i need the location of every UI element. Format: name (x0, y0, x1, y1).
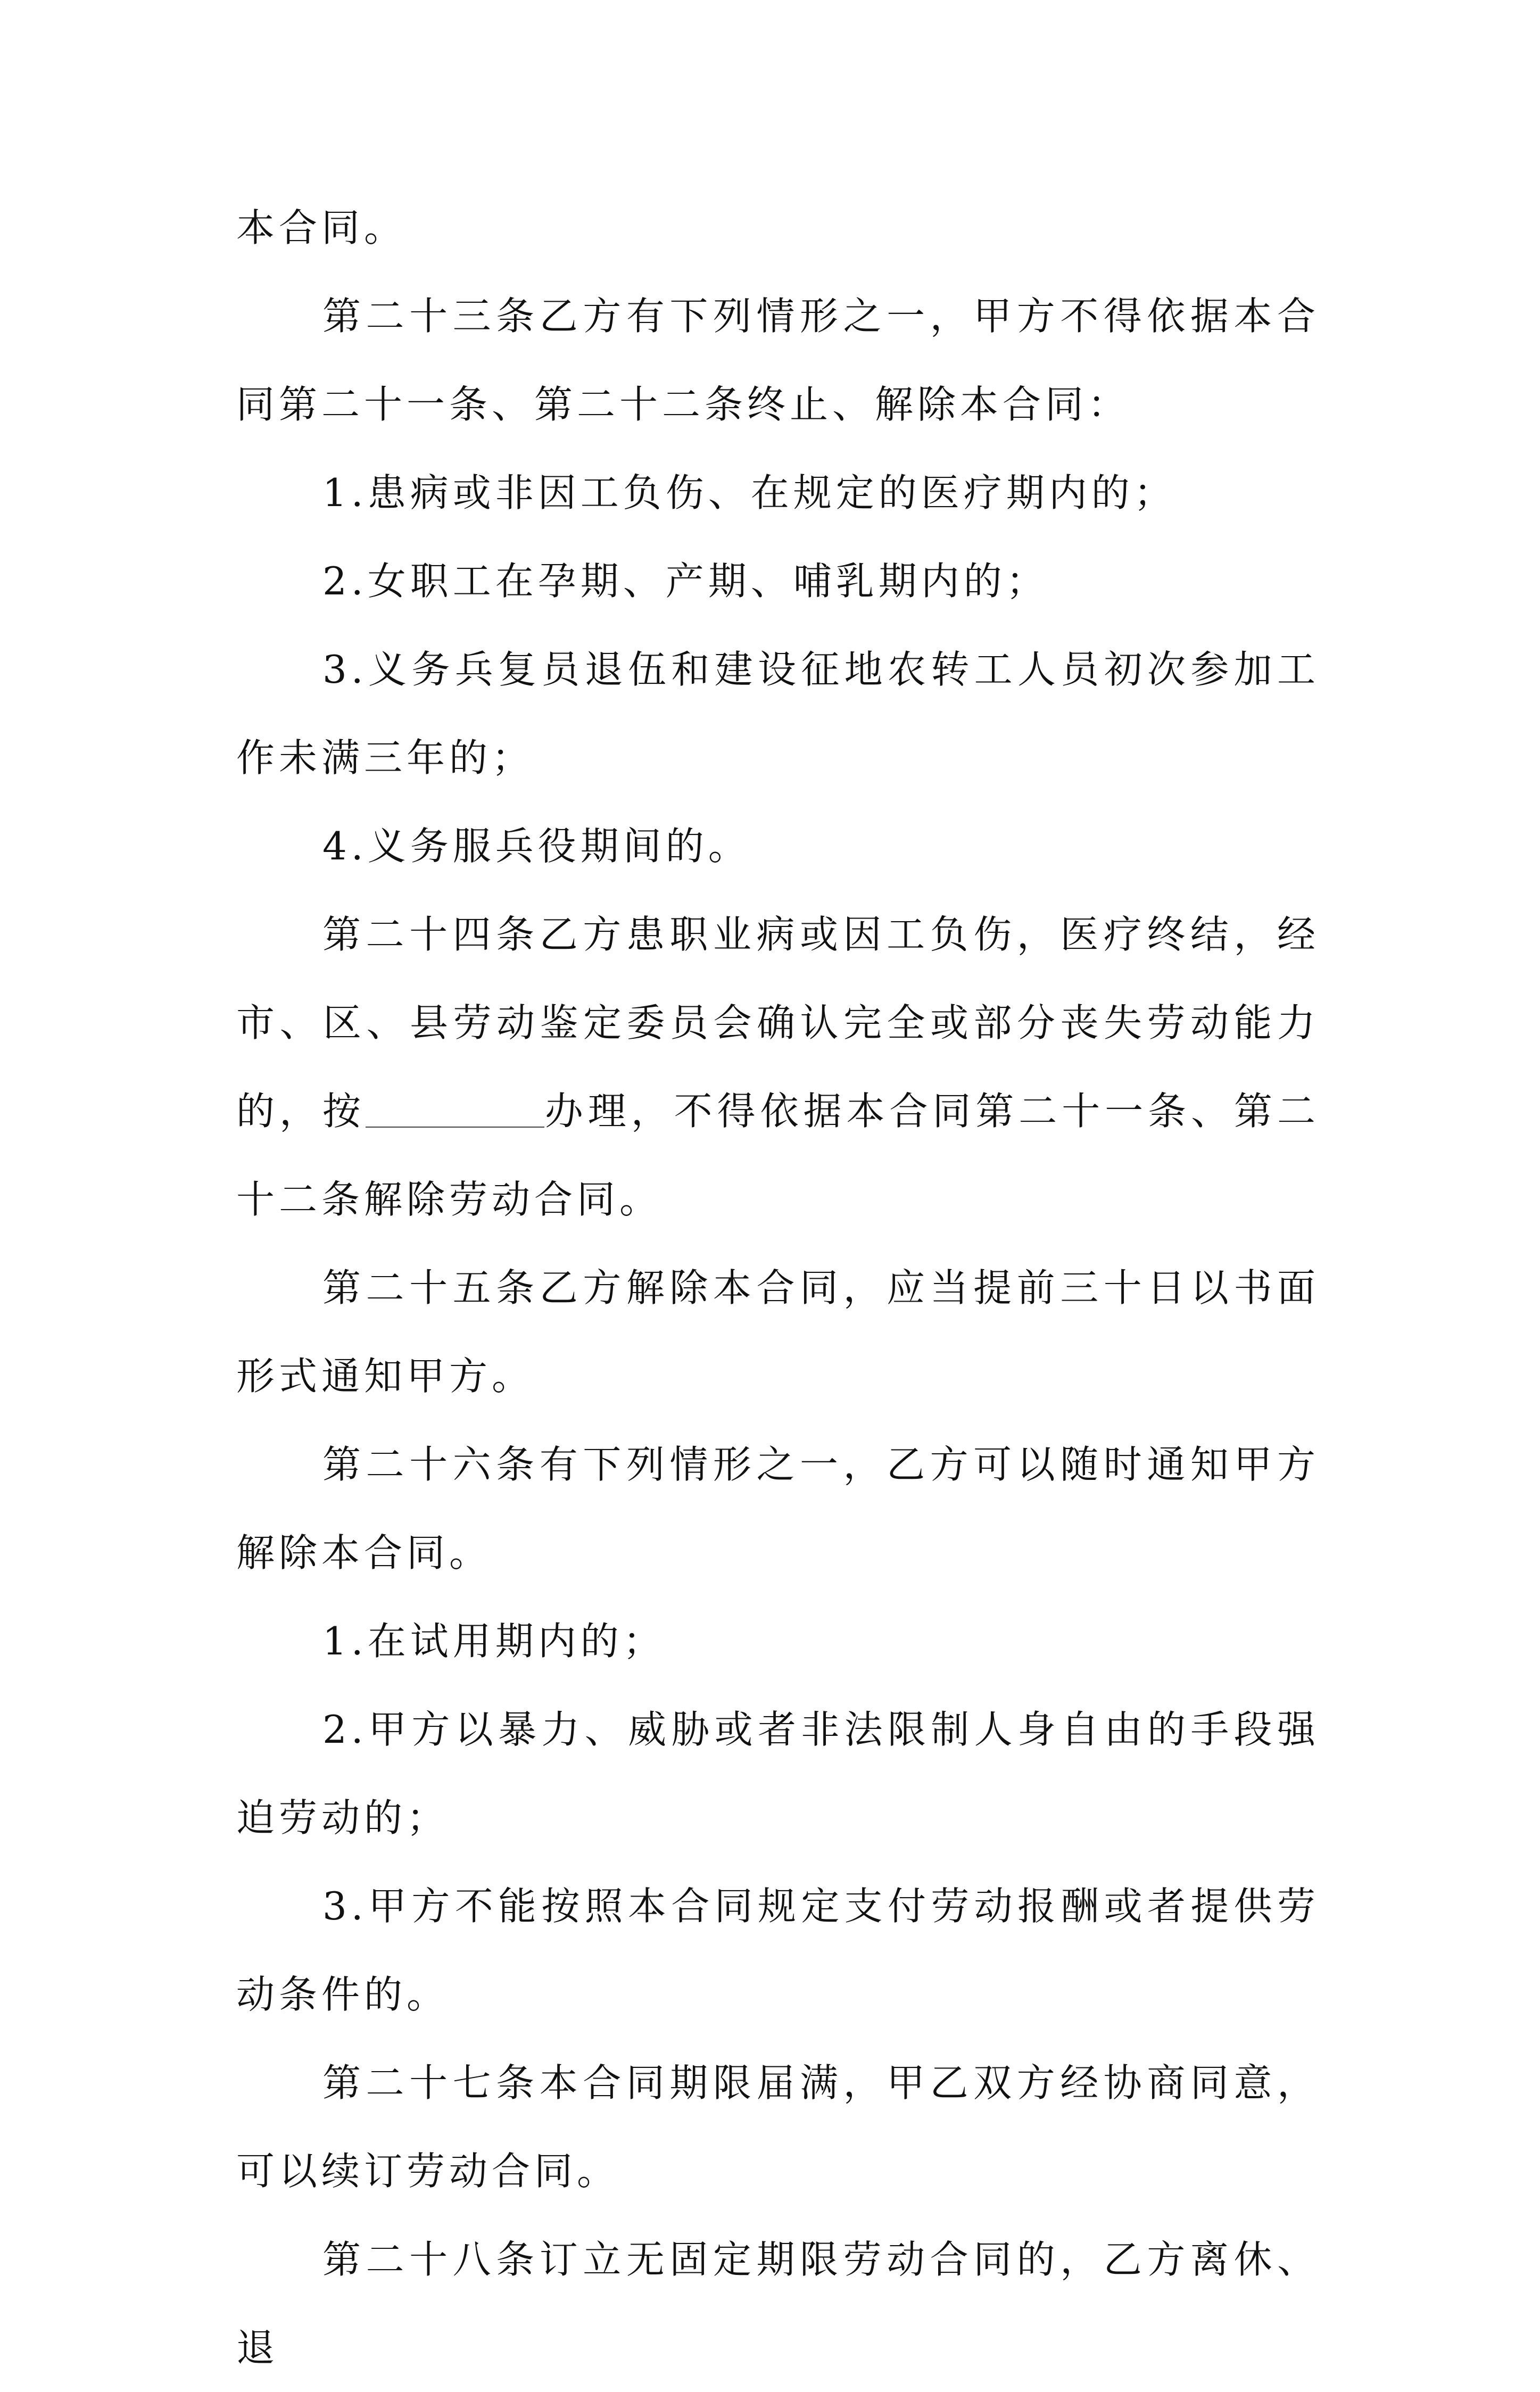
article-26-item-1: 1.在试用期内的； (322, 1619, 666, 1663)
article-24-text-end: 办理，不得依据本合同第二十一条、第二十二条解除劳动合同。 (236, 1089, 1320, 1222)
document-body (236, 184, 1320, 2392)
article-23-item-2: 2.女职工在孕期、产期、哺乳期内的； (322, 559, 1049, 603)
article-24-text-start: 第二十四条乙方患职业病或因工负伤，医疗终结，经市、区、县劳动鉴定委员会确认完全或部分丧失劳动能力的，按 (236, 912, 1320, 1133)
paragraph-continuation: 本合同。 (236, 205, 407, 250)
article-23: 第二十三条乙方有下列情形之一，甲方不得依据本合同第二十一条、第二十二条终止、解除本合同： (236, 294, 1320, 427)
article-23-item-4: 4.义务服兵役期间的。 (322, 824, 751, 868)
article-23-item-3: 3.义务兵复员退伍和建设征地农转工人员初次参加工作未满三年的； (236, 647, 1320, 780)
article-26: 第二十六条有下列情形之一，乙方可以随时通知甲方解除本合同。 (236, 1442, 1320, 1575)
article-26-item-3: 3.甲方不能按照本合同规定支付劳动报酬或者提供劳动条件的。 (236, 1884, 1320, 2017)
article-28: 第二十八条订立无固定期限劳动合同的，乙方离休、退 (236, 2237, 1320, 2370)
article-25: 第二十五条乙方解除本合同，应当提前三十日以书面形式通知甲方。 (236, 1265, 1320, 1398)
article-26-item-2: 2.甲方以暴力、威胁或者非法限制人身自由的手段强迫劳动的； (236, 1707, 1320, 1840)
fill-in-blank[interactable] (366, 1089, 544, 1128)
article-27: 第二十七条本合同期限届满，甲乙双方经协商同意，可以续订劳动合同。 (236, 2060, 1320, 2194)
article-24 (236, 890, 1320, 1244)
article-23-item-1: 1.患病或非因工负伤、在规定的医疗期内的； (322, 470, 1177, 515)
